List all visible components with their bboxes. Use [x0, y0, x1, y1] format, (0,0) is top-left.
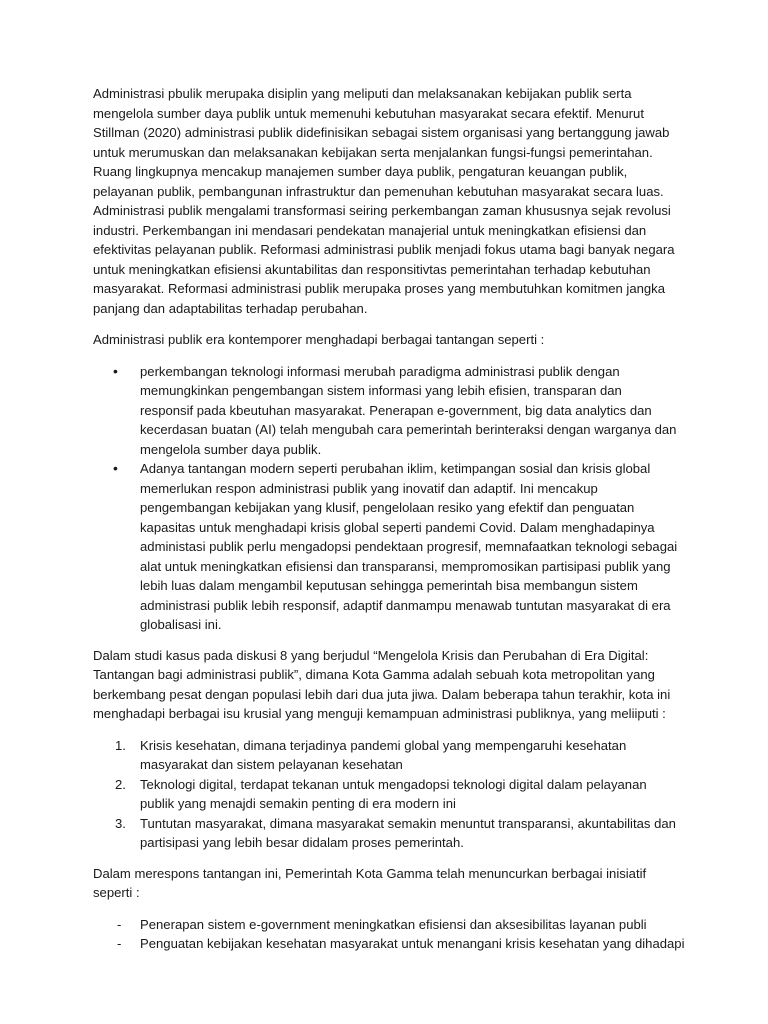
list-item: [93, 934, 685, 954]
bullet-icon: •: [113, 460, 118, 476]
initiatives-dash-list: [93, 915, 685, 954]
case-study-paragraph: Dalam studi kasus pada diskusi 8 yang berjudul “Mengelola Krisis dan Perubahan di Era Digital: Tantangan bagi administrasi publik”, dimana Kota Gamma adalah sebuah kota metropolitan yang berkembang pesat dengan populasi lebih dari dua juta jiwa. Dalam beberapa tahun terakhir, kota ini menghadapi berbagai isu krusial yang menguji kemampuan administrasi publiknya, yang meliiputi :: [93, 647, 671, 721]
list-item: [93, 362, 678, 460]
list-item: [93, 775, 678, 814]
dash-marker: -: [117, 936, 122, 951]
list-item: [93, 915, 678, 935]
list-item-text: Krisis kesehatan, dimana terjadinya pandemi global yang mempengaruhi kesehatan masyarakat dan sistem pelayanan kesehatan: [140, 737, 627, 772]
list-item-text: Penerapan sistem e-government meningkatkan efisiensi dan aksesibilitas layanan publi: [140, 916, 647, 932]
list-item-text: perkembangan teknologi informasi merubah paradigma administrasi publik dengan memungkinkan pengembangan sistem informasi yang lebih efisien, transparan dan responsif pada kbeutuhan masyarakat. Penerapan e-government, big data analytics dan kecerdasan buatan (AI) telah mengubah cara pemerintah berinteraksi dengan warganya dan mengelola sumber daya publik.: [140, 363, 677, 457]
list-item: [93, 459, 678, 635]
list-item-text: Adanya tantangan modern seperti perubahan iklim, ketimpangan sosial dan krisis global memerlukan respon administrasi publik yang inovatif dan adaptif. Ini mencakup pengembangan kebijakan yang klusif, pengelolaan resiko yang efektif dan penguatan kapasitas untuk menghadapi krisis global seperti pandemi Covid. Dalam menghadapinya administasi publik perlu mengadopsi pendektaan progresif, memnafaatkan teknologi sebagai alat untuk meningkatkan efisiensi dan transparansi, mempromosikan partisipasi publik yang lebih luas dalam mengambil keputusan sehingga pemerintah bisa membangun sistem administrasi publik lebih responsif, adaptif danmampu menawab tuntutan masyarakat di era globalisasi ini.: [140, 461, 678, 632]
issues-numbered-list: [93, 736, 678, 853]
response-paragraph: Dalam merespons tantangan ini, Pemerintah Kota Gamma telah menuncurkan berbagai inisiatif seperti :: [93, 865, 647, 900]
list-item: [93, 814, 678, 853]
list-item-text: Tuntutan masyarakat, dimana masyarakat semakin menuntut transparansi, akuntabilitas dan partisipasi yang lebih besar didalam proses pemerintah.: [140, 815, 676, 850]
list-item-text: Teknologi digital, terdapat tekanan untuk mengadopsi teknologi digital dalam pelayanan publik yang menajdi semakin penting di era modern ini: [140, 776, 647, 811]
dash-marker: -: [117, 916, 122, 932]
list-number: 3.: [115, 815, 126, 831]
bullet-icon: •: [113, 362, 118, 379]
challenges-intro: Administrasi publik era kontemporer menghadapi berbagai tantangan seperti :: [93, 332, 545, 347]
challenges-bullet-list: [93, 362, 678, 635]
list-number: 2.: [115, 776, 126, 792]
list-item: [93, 736, 678, 775]
list-item-text: Penguatan kebijakan kesehatan masyarakat untuk menangani krisis kesehatan yang dihadapi: [140, 936, 685, 951]
list-number: 1.: [115, 737, 126, 753]
intro-paragraph: Administrasi pbulik merupaka disiplin yang meliputi dan melaksanakan kebijakan publik serta mengelola sumber daya publik untuk memenuhi kebutuhan masyarakat secara efektif. Menurut Stillman (2020) administrasi publik didefinisikan sebagai sistem organisasi yang bertanggung jawab untuk merumuskan dan melaksanakan kebijakan serta menjalankan fungsi-fungsi pemerintahan. Ruang lingkupnya mencakup manajemen sumber daya publik, pengaturan keuangan publik, pelayanan publik, pembangunan infrastruktur dan pemenuhan kebutuhan masyarakat secara luas. Administrasi publik mengalami transformasi seiring perkembangan zaman khususnya sejak revolusi industri. Perkembangan ini mendasari pendekatan manajerial untuk meningkatkan efisiensi dan efektivitas pelayanan publik. Reformasi administrasi publik menjadi fokus utama bagi banyak negara untuk meningkatkan efisiensi akuntabilitas dan responsitivtas pemerintahan terhadap kebutuhan masyarakat. Reformasi administrasi publik merupaka proses yang membutuhkan komitmen jangka panjang dan adaptabilitas terhadap perubahan.: [93, 86, 675, 316]
